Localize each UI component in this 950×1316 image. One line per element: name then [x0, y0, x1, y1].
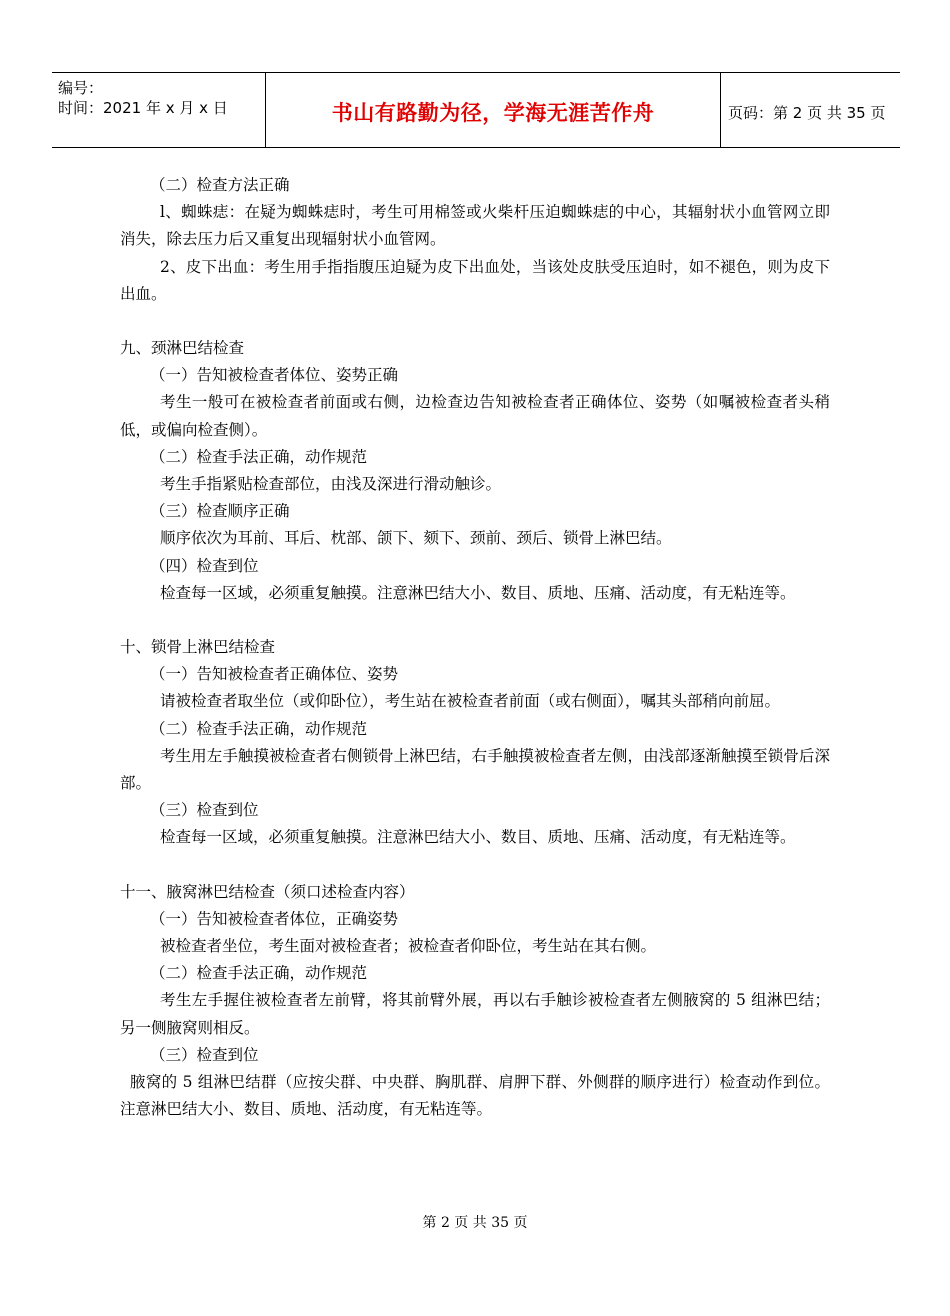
document-body [120, 172, 830, 1124]
subheading: （一）告知被检查者体位，正确姿势 [150, 909, 399, 928]
subheading: （二）检查手法正确，动作规范 [150, 447, 368, 466]
paragraph: 检查每一区域，必须重复触摸。注意淋巴结大小、数目、质地、压痛、活动度，有无粘连等。 [160, 828, 796, 847]
header-page-cell [720, 73, 900, 147]
paragraph: 请被检查者取坐位（或仰卧位），考生站在被检查者前面（或右侧面），嘱其头部稍向前屈。 [160, 692, 781, 711]
subheading: （二）检查方法正确 [150, 176, 290, 194]
paragraph: 2、皮下出血：考生用手指指腹压迫疑为皮下出血处，当该处皮肤受压迫时，如不褪色，则为皮下出血。 [120, 257, 830, 303]
paragraph: 考生用左手触摸被检查者右侧锁骨上淋巴结，右手触摸被检查者左侧，由浅部逐渐触摸至锁骨后深部。 [120, 746, 830, 793]
paragraph: 考生左手握住被检查者左前臂，将其前臂外展，再以右手触诊被检查者左侧腋窝的 5 组淋巴结；另一侧腋窝则相反。 [120, 991, 830, 1037]
date-label: 时间：2021 年 x 月 x 日 [58, 99, 228, 117]
motto-text: 书山有路勤为径，学海无涯苦作舟 [331, 101, 655, 125]
paragraph: 考生一般可在被检查者前面或右侧，边检查边告知被检查者正确体位、姿势（如嘱被检查者头稍低，或偏向检查侧）。 [120, 393, 830, 439]
paragraph: 检查每一区域，必须重复触摸。注意淋巴结大小、数目、质地、压痛、活动度，有无粘连等。 [160, 583, 796, 602]
number-label: 编号： [58, 79, 104, 97]
subheading: （一）告知被检查者正确体位、姿势 [150, 665, 399, 684]
paragraph: 被检查者坐位，考生面对被检查者；被检查者仰卧位，考生站在其右侧。 [160, 937, 657, 956]
subheading: （二）检查手法正确，动作规范 [150, 964, 368, 983]
subheading: （三）检查到位 [150, 801, 259, 820]
subheading: （二）检查手法正确，动作规范 [150, 719, 368, 738]
subheading: （四）检查到位 [150, 556, 259, 575]
subheading: （一）告知被检查者体位、姿势正确 [150, 366, 399, 385]
page-footer: 第 2 页 共 35 页 [422, 1215, 528, 1231]
paragraph: l、蜘蛛痣：在疑为蜘蛛痣时，考生可用棉签或火柴杆压迫蜘蛛痣的中心，其辐射状小血管网立即消失，除去压力后又重复出现辐射状小血管网。 [120, 203, 830, 249]
subheading: （三）检查顺序正确 [150, 502, 290, 521]
paragraph: 腋窝的 5 组淋巴结群（应按尖群、中央群、胸肌群、肩胛下群、外侧群的顺序进行）检查动作到位。注意淋巴结大小、数目、质地、活动度，有无粘连等。 [120, 1073, 830, 1119]
header-motto-cell [265, 73, 721, 147]
page-number-label: 页码：第 2 页 共 35 页 [728, 104, 886, 122]
section-title: 十一、腋窝淋巴结检查（须口述检查内容） [120, 882, 415, 901]
paragraph: 顺序依次为耳前、耳后、枕部、颌下、颏下、颈前、颈后、锁骨上淋巴结。 [160, 529, 672, 548]
paragraph: 考生手指紧贴检查部位，由浅及深进行滑动触诊。 [160, 475, 502, 494]
subheading: （三）检查到位 [150, 1045, 259, 1064]
page-header [52, 72, 900, 148]
header-info-cell [52, 73, 265, 147]
section-title: 九、颈淋巴结检查 [120, 339, 245, 358]
section-title: 十、锁骨上淋巴结检查 [120, 638, 276, 657]
